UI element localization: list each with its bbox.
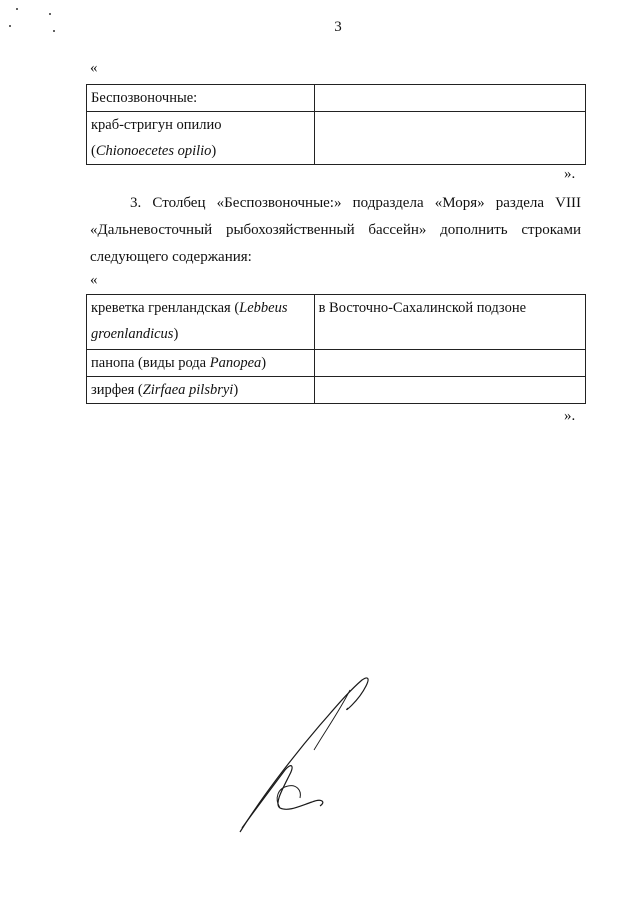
species-name: краб-стригун опилио [91,117,222,133]
table-cell: в Восточно-Сахалинской подзоне [314,295,585,350]
table-cell [314,350,585,377]
invertebrates-table-1 [86,84,586,165]
table-row [87,377,586,404]
paragraph-line: «Дальневосточный рыбохозяйственный бассейн» дополнить строками [90,222,581,238]
table-row [87,85,586,112]
signature [230,670,390,840]
opening-quote: « [90,60,98,76]
species-latin-name: Panopea [209,355,262,371]
species-latin-name: Chionoecetes opilio [95,143,212,159]
table-cell: креветка гренландская (Lebbeus groenlandicus) [87,295,315,350]
table-row [87,350,586,377]
species-latin-name: Zirfaea pilsbryi [142,382,234,398]
page-number: 3 [334,19,342,35]
table-cell: зирфея (Zirfaea pilsbryi) [87,377,315,404]
table-cell [314,112,585,165]
table-cell [314,377,585,404]
closing-quote: ». [564,408,576,424]
invertebrates-table-2 [86,294,586,404]
opening-quote: « [90,272,98,288]
table-cell: краб-стригун опилио (Chionoecetes opilio) [87,112,315,165]
table-cell: панопа (виды рода Panopea) [87,350,315,377]
table-row [87,295,586,350]
paragraph-line: следующего содержания: [90,249,252,265]
closing-quote: ». [564,166,576,182]
table-cell: Беспозвоночные: [87,85,315,112]
paragraph-3 [90,190,581,271]
table-cell [314,85,585,112]
table-row [87,112,586,165]
species-latin-name: groenlandicus [91,326,174,342]
paragraph-line: 3. Столбец «Беспозвоночные:» подраздела «Моря» раздела VIII [130,195,581,211]
species-latin-name: Lebbeus [239,300,288,316]
